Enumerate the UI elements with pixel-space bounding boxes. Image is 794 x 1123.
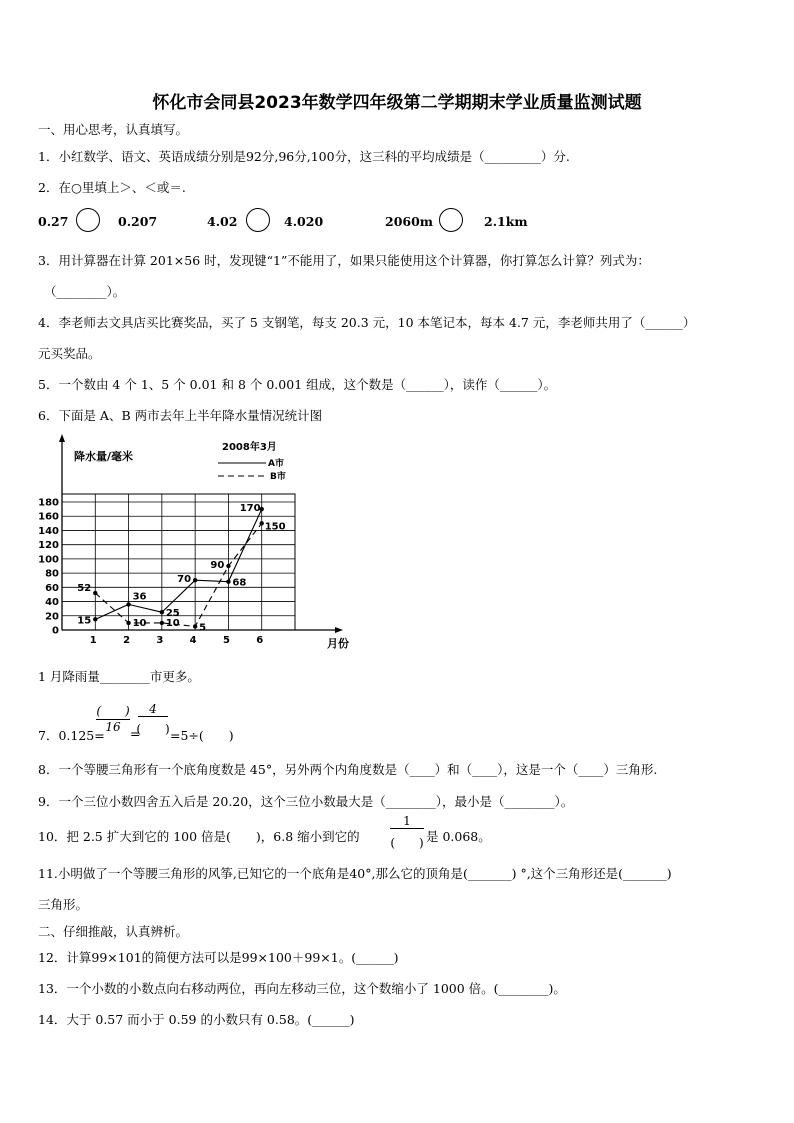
chart-x-tick-label: 1 xyxy=(89,635,97,646)
compare-right-2: 4.020 xyxy=(284,214,324,229)
chart-x-tick-label: 6 xyxy=(256,635,264,646)
q7-prefix: 7．0.125= xyxy=(38,728,105,743)
chart-data-label-b: 52 xyxy=(77,583,92,595)
chart-data-label-b: 150 xyxy=(264,521,286,533)
question-3: 3．用计算器在计算 201×56 时，发现键“1”不能用了，如果只能使用这个计算器，你打算怎么计算？列式为： xyxy=(38,253,650,268)
chart-x-axis-arrow xyxy=(335,627,343,633)
question-14: 14．大于 0.57 而小于 0.59 的小数只有 0.58。(______) xyxy=(38,1012,355,1027)
chart-x-axis-label: 月份 xyxy=(327,637,349,650)
question-6: 6．下面是 A、B 两市去年上半年降水量情况统计图 xyxy=(38,408,323,423)
chart-point-b xyxy=(260,521,264,525)
chart-point-a xyxy=(93,617,97,621)
chart-point-b xyxy=(93,591,97,595)
chart-data-label-a: 36 xyxy=(132,591,147,603)
q7-frac1-denominator: 16 xyxy=(105,720,121,734)
section-2-heading: 二、仔细推敲，认真辨析。 xyxy=(38,924,189,939)
chart-y-tick-label: 60 xyxy=(45,582,59,594)
chart-data-label-a: 68 xyxy=(232,577,247,589)
chart-y-axis-label: 降水量/毫米 xyxy=(74,450,134,463)
chart-y-tick-label: 20 xyxy=(45,611,59,623)
chart-y-tick-label: 120 xyxy=(38,540,59,552)
rainfall-line-chart xyxy=(30,432,360,654)
chart-y-tick-label: 80 xyxy=(45,568,59,580)
chart-point-a xyxy=(193,578,197,582)
chart-data-label-a: 25 xyxy=(165,608,180,620)
chart-legend-label-a: A市 xyxy=(268,459,284,469)
chart-legend-title: 2008年3月 xyxy=(222,442,277,453)
question-1: 1．小红数学、语文、英语成绩分别是92分,96分,100分，这三科的平均成绩是（_________）分. xyxy=(38,149,570,164)
chart-y-tick-label: 160 xyxy=(38,511,59,523)
q10-part1: 10．把 2.5 扩大到它的 100 倍是( )，6.8 缩小到它的 xyxy=(38,829,360,844)
question-12: 12．计算99×101的简便方法可以是99×100＋99×1。(______) xyxy=(38,950,399,965)
chart-data-label-a: 70 xyxy=(177,574,192,586)
question-7 xyxy=(38,698,338,746)
section-1-heading: 一、用心思考，认真填写。 xyxy=(38,122,189,137)
chart-data-label-a: 15 xyxy=(77,615,92,627)
chart-point-b xyxy=(126,621,130,625)
q7-suffix: =5÷( ) xyxy=(170,728,234,743)
chart-data-label-b: 10 xyxy=(132,617,147,629)
question-4: 4．李老师去文具店买比赛奖品，买了 5 支钢笔，每支 20.3 元，10 本笔记本，每本 4.7 元，李老师共用了（______） xyxy=(38,315,696,330)
chart-y-tick-label: 140 xyxy=(38,525,59,537)
chart-legend-label-b: B市 xyxy=(270,472,286,482)
q10-part2: 是 0.068。 xyxy=(426,829,491,844)
question-5: 5．一个数由 4 个 1、5 个 0.01 和 8 个 0.001 组成，这个数是（______），读作（______）。 xyxy=(38,377,557,392)
q10-frac-numerator: 1 xyxy=(390,814,424,829)
chart-x-tick-label: 2 xyxy=(123,635,131,646)
compare-left-2: 4.02 xyxy=(207,214,238,229)
question-4-cont: 元买奖品。 xyxy=(38,346,101,361)
q10-frac-denominator: ( ) xyxy=(390,836,424,850)
chart-y-axis-arrow xyxy=(59,434,65,442)
chart-y-tick-label: 180 xyxy=(38,497,59,509)
question-8: 8．一个等腰三角形有一个底角度数是 45°，另外两个内角度数是（____）和（____），这是一个（____）三角形. xyxy=(38,762,658,777)
q7-frac2-numerator: 4 xyxy=(138,702,168,717)
chart-point-a xyxy=(160,610,164,614)
question-6-answer: 1 月降雨量________市更多。 xyxy=(38,669,200,684)
chart-point-a xyxy=(226,579,230,583)
question-11-cont: 三角形。 xyxy=(38,897,89,912)
chart-point-b xyxy=(226,564,230,568)
chart-point-b xyxy=(193,624,197,628)
chart-y-tick-label: 40 xyxy=(45,597,59,609)
chart-x-tick-label: 4 xyxy=(189,635,197,646)
chart-x-tick-label: 5 xyxy=(222,635,230,646)
compare-left-3: 2060m xyxy=(385,214,434,229)
q7-equals: = xyxy=(130,726,141,741)
q7-frac1-numerator: ( ) xyxy=(96,704,130,718)
chart-data-label-b: 90 xyxy=(210,560,225,571)
page-title: 怀化市会同县2023年数学四年级第二学期期末学业质量监测试题 xyxy=(152,93,642,113)
compare-right-1: 0.207 xyxy=(118,214,158,229)
compare-circle-2[interactable] xyxy=(246,208,270,232)
chart-point-a xyxy=(126,602,130,606)
compare-circle-3[interactable] xyxy=(439,208,463,232)
chart-data-label-b: 10 xyxy=(165,617,180,629)
question-3-answer: （________）。 xyxy=(44,284,126,299)
question-10 xyxy=(38,814,538,854)
chart-point-b xyxy=(160,621,164,625)
q7-frac2-denominator: ( ) xyxy=(136,722,170,736)
question-11: 11.小明做了一个等腰三角形的风筝,已知它的一个底角是40°,那么它的顶角是(_______) °,这个三角形还是(_______) xyxy=(38,866,672,881)
chart-x-tick-label: 3 xyxy=(156,635,164,646)
chart-y-tick-label: 100 xyxy=(38,554,59,566)
chart-y-tick-label: 0 xyxy=(52,625,59,637)
question-2: 2．在○里填上＞、＜或＝. xyxy=(38,180,186,195)
chart-data-label-a: 170 xyxy=(239,503,261,515)
compare-circle-1[interactable] xyxy=(76,208,100,232)
chart-data-label-b: 5 xyxy=(199,622,207,634)
compare-left-1: 0.27 xyxy=(38,214,69,229)
compare-right-3: 2.1km xyxy=(484,214,528,229)
question-13: 13．一个小数的小数点向右移动两位，再向左移动三位，这个数缩小了 1000 倍。(________)。 xyxy=(38,981,566,996)
chart-series-a-line xyxy=(95,509,261,619)
question-9: 9．一个三位小数四舍五入后是 20.20，这个三位小数最大是（________），最小是（________）。 xyxy=(38,794,574,809)
